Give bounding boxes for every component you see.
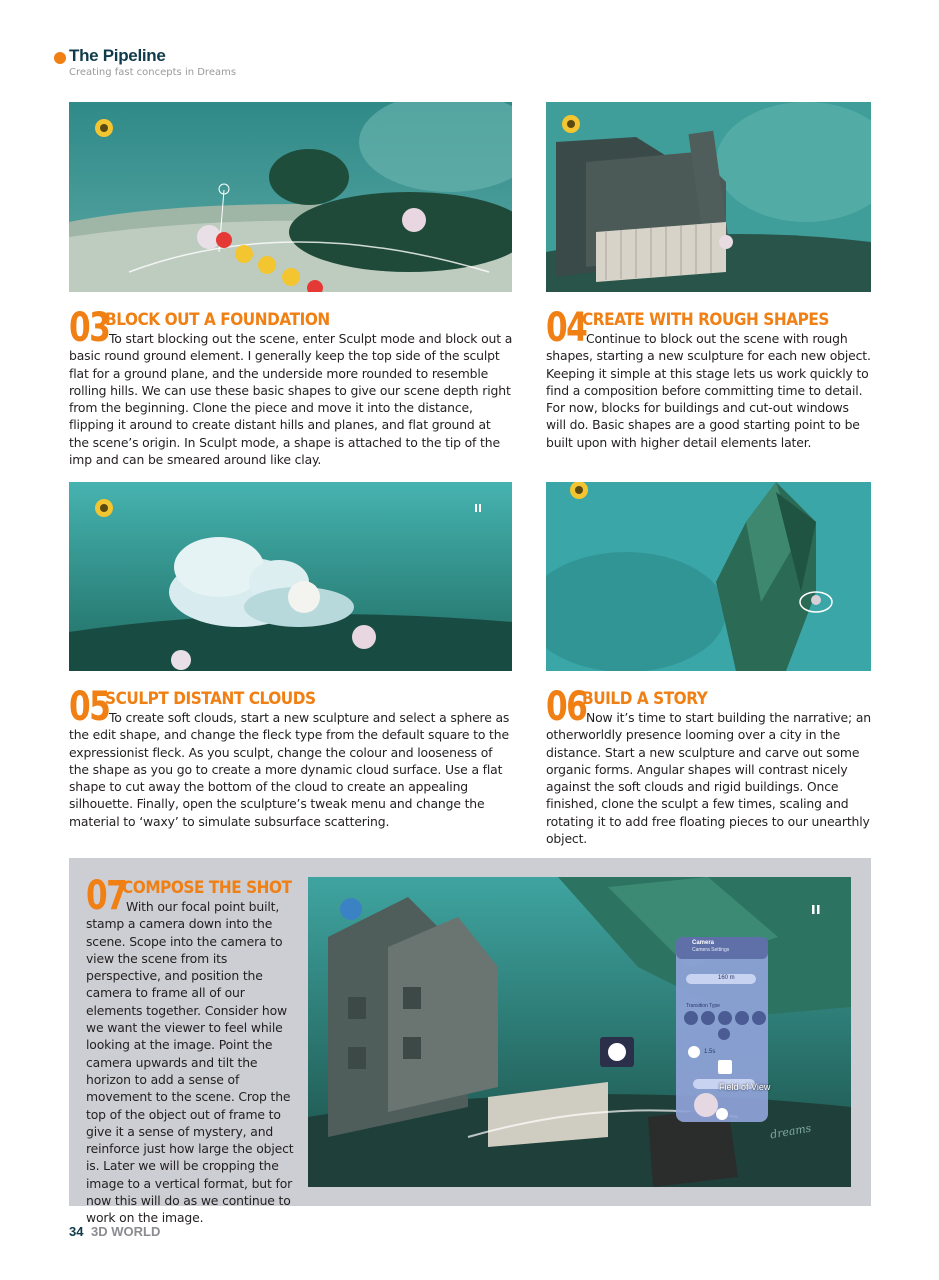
step-body: With our focal point built, stamp a camera down into the scene. Scope into the camera to view the scene from its perspective, and position the camera to frame all of our elements together. Consider how we want the viewer to feel while looking at the image. Point the camera upwards and tilt the horizon to add a sense of movement to the scene. Crop the top of the object out of frame to give it a sense of mystery, and reinforce just how large the object is. Later we will be cropping the image to a vertical format, but for now this will do as we continue to work on the image. xyxy=(86,899,294,1226)
step-number: 03 xyxy=(69,305,110,351)
transition-label: Transition Type xyxy=(686,1003,720,1009)
step-number: 07 xyxy=(86,873,127,919)
screenshot-step-06 xyxy=(546,482,871,671)
screenshot-step-07 xyxy=(308,877,851,1187)
section-bullet-icon xyxy=(54,52,66,64)
step-05 xyxy=(69,684,513,830)
screenshot-step-04 xyxy=(546,102,871,292)
step-06 xyxy=(546,684,871,847)
step-04 xyxy=(546,305,871,451)
screenshot-step-05 xyxy=(69,482,512,671)
camera-panel-subtitle: Camera Settings xyxy=(692,947,730,953)
step-number: 05 xyxy=(69,684,110,730)
screenshot-step-03 xyxy=(69,102,512,292)
step-number: 04 xyxy=(546,305,587,351)
camera-panel-title: Camera xyxy=(692,940,715,946)
section-title: The Pipeline xyxy=(69,46,166,65)
step-number: 06 xyxy=(546,684,587,730)
focal-value: 160 m xyxy=(718,975,735,981)
step-body: Continue to block out the scene with rough shapes, starting a new sculpture for each new object. Keeping it simple at this stage lets us work quickly to find a composition before committing time to detail. For now, blocks for buildings and cut-out windows will do. Basic shapes are a good starting point to be built upon with higher detail elements later. xyxy=(546,331,871,450)
field-of-view-tooltip: Field of View xyxy=(719,1082,771,1092)
time-value: 1.5s xyxy=(704,1049,716,1055)
section-subtitle: Creating fast concepts in Dreams xyxy=(69,67,237,78)
step-heading: BUILD A STORY xyxy=(582,689,708,709)
step-07 xyxy=(86,873,296,1227)
step-heading: CREATE WITH ROUGH SHAPES xyxy=(582,310,829,330)
page-number: 34 xyxy=(69,1224,84,1239)
dreams-watermark: dreams xyxy=(769,1121,813,1142)
step-body: To start blocking out the scene, enter Sculpt mode and block out a basic round ground element. I generally keep the top side of the sculpt flat for a ground plane, and the underside more rounded to resemble rolling hills. We can use these basic shapes to give our scene depth right from the beginning. Clone the piece and move it into the distance, flipping it around to create distant hills and planes, and flat ground at the scene’s origin. In Sculpt mode, a shape is attached to the tip of the imp and can be smeared around like clay. xyxy=(69,331,513,468)
step-heading: SCULPT DISTANT CLOUDS xyxy=(105,689,316,709)
step-heading: BLOCK OUT A FOUNDATION xyxy=(105,310,330,330)
step-03 xyxy=(69,305,513,468)
step-body: To create soft clouds, start a new sculpture and select a sphere as the edit shape, and change the fleck type from the default square to the expressionist fleck. As you sculpt, change the colour and looseness of the shape as you go to create a more dynamic cloud surface. Use a flat shape to cut away the bottom of the cloud to create an appealing silhouette. Finally, open the sculpture’s tweak menu and change the material to ‘waxy’ to simulate subsurface scattering. xyxy=(69,710,510,829)
magazine-name: 3D WORLD xyxy=(91,1224,161,1239)
step-body: Now it’s time to start building the narrative; an otherworldly presence looming over a city in the distance. Start a new sculpture and carve out some organic forms. Angular shapes will contrast nicely against the soft clouds and rigid buildings. Once finished, clone the sculpt a few times, scaling and rotating it to add free floating pieces to our unearthly object. xyxy=(546,710,871,847)
step-heading: COMPOSE THE SHOT xyxy=(122,878,292,898)
